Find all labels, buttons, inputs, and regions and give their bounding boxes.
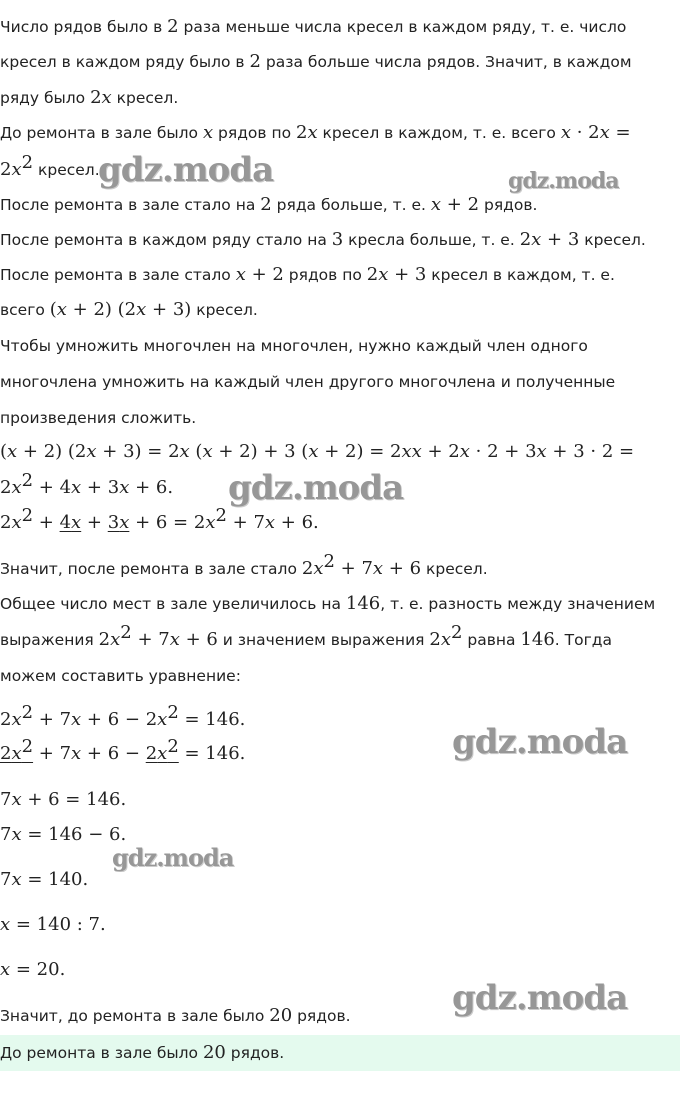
answer-text: До ремонта в зале было 20 рядов. [0,1042,285,1063]
math-line: 7x = 140. [0,869,89,890]
watermark: gdz.moda [452,722,628,762]
math-line: $2x^2 + 4x + 3x + 6$. [0,470,174,498]
math-line: $2x^2 + 7x + 6 - 2x^2 = 146$. [0,702,246,730]
math-line: $2x^2 + 7x + 6 - 2x^2 = 146$. [0,736,246,764]
text-line: можем составить уравнение: [0,667,241,685]
text-line: выражения $2x^2 + 7x + 6$ и значением выражения $2x^2$ равна 146. Тогда [0,622,612,650]
text-line: $2x^2$ кресел. [0,152,100,180]
text-line: Общее число мест в зале увеличилось на 146, т. е. разность между значением [0,593,656,614]
math-line: x = 20. [0,959,66,980]
text-line: Значит, до ремонта в зале было 20 рядов. [0,1005,351,1026]
math-line: $2x^2 + 4x + 3x + 6 = 2x^2 + 7x + 6$. [0,505,319,533]
watermark: gdz.moda [508,168,619,194]
watermark: gdz.moda [98,150,274,190]
text-line: Чтобы умножить многочлен на многочлен, нужно каждый член одного [0,337,588,355]
text-line: произведения сложить. [0,409,197,427]
text-line: Значит, после ремонта в зале стало $2x^2 + 7x + 6$ кресел. [0,551,488,579]
watermark: gdz.moda [112,843,234,872]
text-line: кресел в каждом ряду было в 2 раза больше числа рядов. Значит, в каждом [0,51,632,72]
watermark: gdz.moda [228,468,404,508]
text-line: До ремонта в зале было x рядов по 2x кресел в каждом, т. е. всего x · 2x = [0,122,631,143]
text-line: После ремонта в каждом ряду стало на 3 кресла больше, т. е. 2x + 3 кресел. [0,229,646,250]
text-line: После ремонта в зале стало на 2 ряда больше, т. е. x + 2 рядов. [0,194,538,215]
watermark: gdz.moda [452,978,628,1018]
math-line: 7x = 146 − 6. [0,824,127,845]
text-line: Число рядов было в 2 раза меньше числа кресел в каждом ряду, т. е. число [0,16,627,37]
math-line: x = 140 : 7. [0,914,106,935]
math-line: 7x + 6 = 146. [0,789,127,810]
text-line: всего (x + 2) (2x + 3) кресел. [0,299,258,320]
answer-box [0,1035,680,1071]
text-line: После ремонта в зале стало x + 2 рядов по 2x + 3 кресел в каждом, т. е. [0,264,615,285]
text-line: ряду было 2x кресел. [0,87,179,108]
math-line: (x + 2) (2x + 3) = 2x (x + 2) + 3 (x + 2) = 2xx + 2x · 2 + 3x + 3 · 2 = [0,441,635,462]
text-line: многочлена умножить на каждый член другого многочлена и полученные [0,373,616,391]
